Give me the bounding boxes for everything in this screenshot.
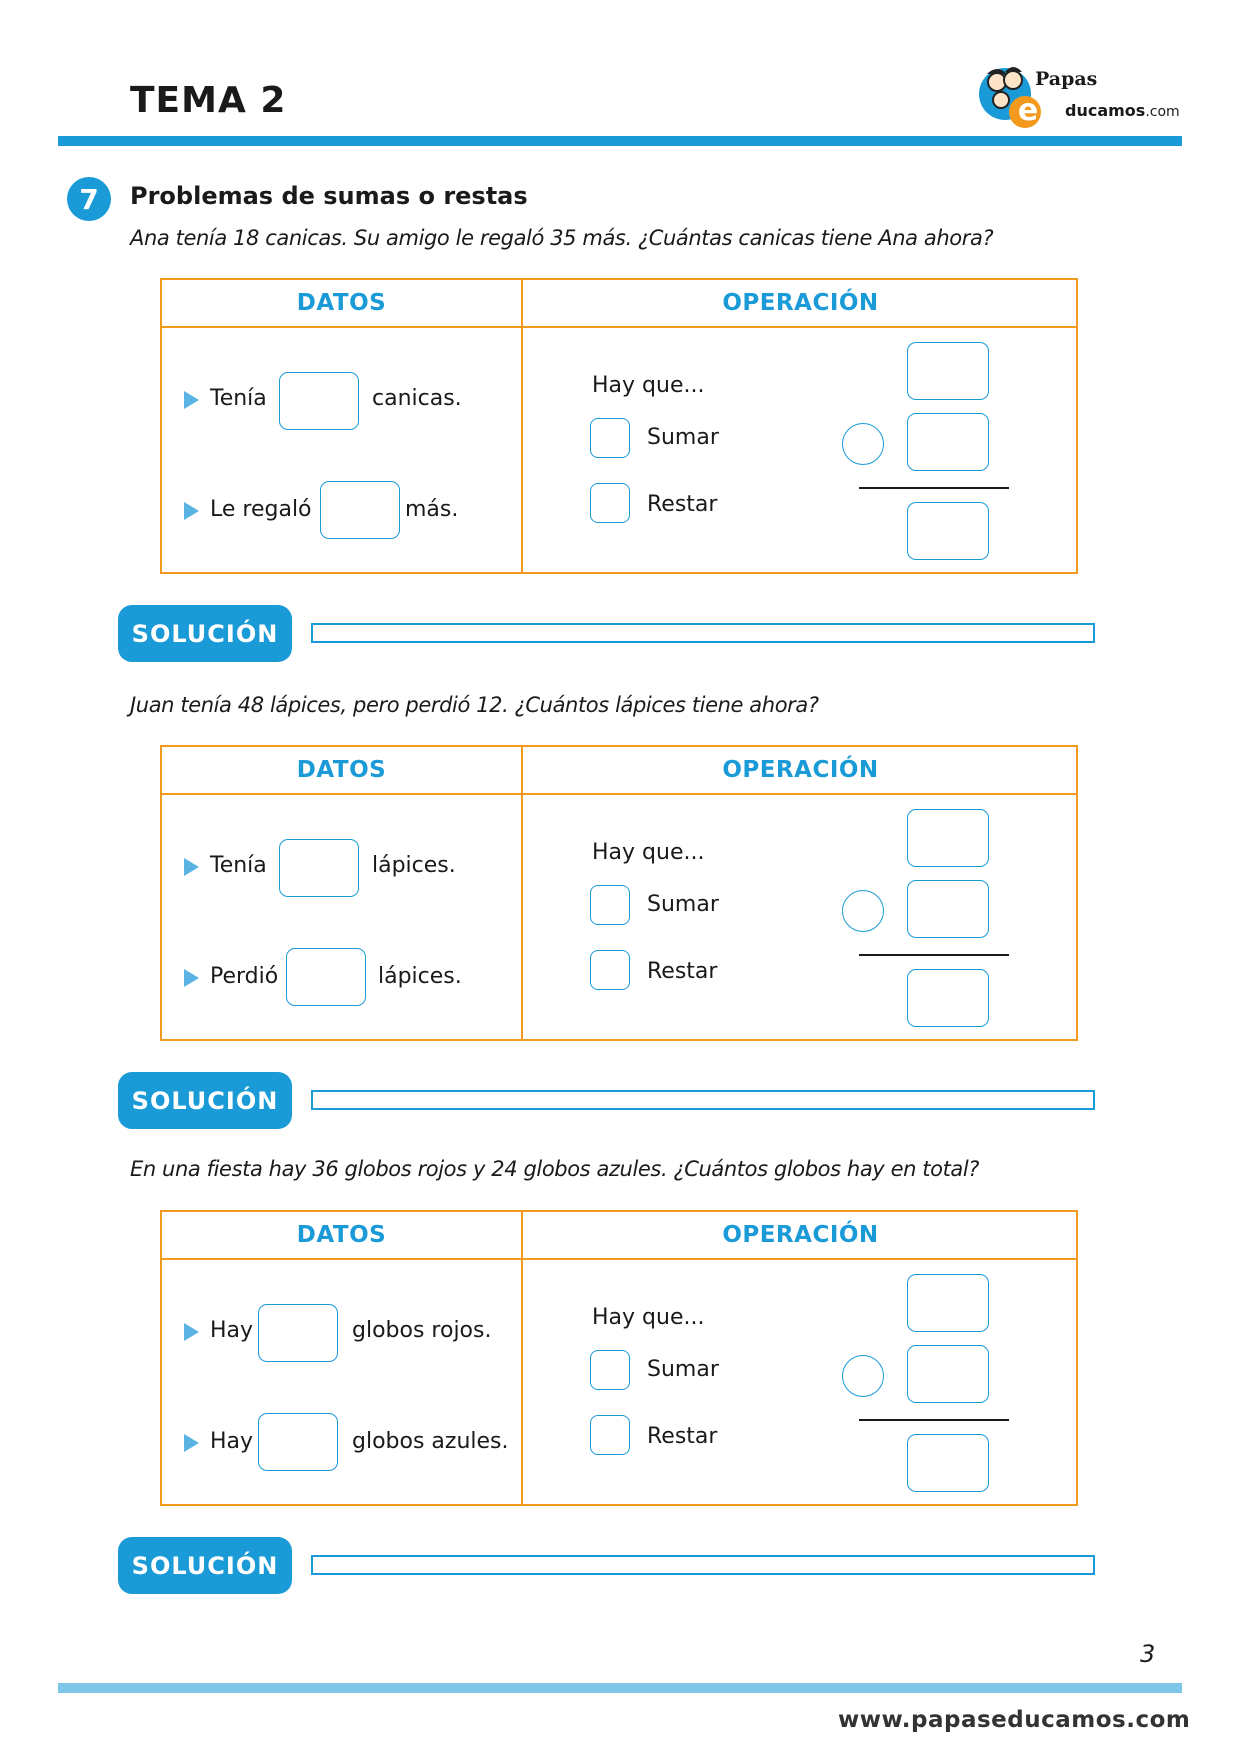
operation-middle-input[interactable] (907, 880, 989, 938)
sumar-label: Sumar (647, 425, 719, 450)
operation-top-input[interactable] (907, 1274, 989, 1332)
operation-sign-input[interactable] (842, 890, 884, 932)
datos-row1-unit: canicas. (372, 386, 462, 411)
datos-row1-input[interactable] (258, 1304, 338, 1362)
datos-row2-input[interactable] (258, 1413, 338, 1471)
operation-sign-input[interactable] (842, 423, 884, 465)
hay-que-label: Hay que... (592, 373, 705, 398)
hay-que-label: Hay que... (592, 840, 705, 865)
datos-row1-label: Tenía (210, 853, 267, 878)
sumar-label: Sumar (647, 1357, 719, 1382)
operacion-header: OPERACIÓN (722, 290, 879, 316)
operation-line (859, 954, 1009, 956)
sumar-checkbox[interactable] (590, 885, 630, 925)
solucion-answer-field[interactable] (311, 1090, 1095, 1110)
restar-checkbox[interactable] (590, 1415, 630, 1455)
table-divider (521, 280, 523, 572)
table-divider (521, 1212, 523, 1504)
sumar-checkbox[interactable] (590, 418, 630, 458)
header-rule (58, 136, 1182, 146)
bullet-arrow-icon (184, 502, 199, 520)
restar-label: Restar (647, 959, 718, 984)
datos-row1-unit: lápices. (372, 853, 456, 878)
hay-que-label: Hay que... (592, 1305, 705, 1330)
operacion-header: OPERACIÓN (722, 1222, 879, 1248)
logo-letter: e (1017, 93, 1039, 128)
operacion-header: OPERACIÓN (722, 757, 879, 783)
datos-row2-label: Perdió (210, 964, 279, 989)
datos-row1-input[interactable] (279, 839, 359, 897)
datos-header: DATOS (296, 1222, 387, 1248)
datos-row2-unit: lápices. (378, 964, 462, 989)
sumar-checkbox[interactable] (590, 1350, 630, 1390)
operation-result-input[interactable] (907, 969, 989, 1027)
problem-3-table (160, 1210, 1078, 1506)
datos-row2-input[interactable] (286, 948, 366, 1006)
datos-header: DATOS (296, 290, 387, 316)
datos-header: DATOS (296, 757, 387, 783)
datos-row2-input[interactable] (320, 481, 400, 539)
exercise-title: Problemas de sumas o restas (130, 182, 528, 210)
table-divider (521, 747, 523, 1039)
datos-row1-label: Hay (210, 1318, 254, 1343)
footer-rule (58, 1683, 1182, 1693)
logo-text-main: ducamos (1065, 101, 1146, 120)
problem-2-table (160, 745, 1078, 1041)
papaseducamos-logo (975, 60, 1185, 132)
operation-sign-input[interactable] (842, 1355, 884, 1397)
bullet-arrow-icon (184, 969, 199, 987)
bullet-arrow-icon (184, 391, 199, 409)
datos-row1-unit: globos rojos. (352, 1318, 492, 1343)
bullet-arrow-icon (184, 858, 199, 876)
restar-checkbox[interactable] (590, 950, 630, 990)
restar-checkbox[interactable] (590, 483, 630, 523)
solucion-answer-field[interactable] (311, 1555, 1095, 1575)
page-title: TEMA 2 (130, 80, 287, 121)
problem-1-text: Ana tenía 18 canicas. Su amigo le regaló 35 más. ¿Cuántas canicas tiene Ana ahora? (130, 226, 994, 250)
bullet-arrow-icon (184, 1434, 199, 1452)
bullet-arrow-icon (184, 1323, 199, 1341)
operation-line (859, 487, 1009, 489)
operation-result-input[interactable] (907, 1434, 989, 1492)
restar-label: Restar (647, 1424, 718, 1449)
operation-middle-input[interactable] (907, 413, 989, 471)
logo-text-bottom (1065, 101, 1180, 120)
solucion-label: SOLUCIÓN (118, 605, 292, 662)
exercise-number-badge: 7 (67, 177, 111, 221)
problem-3-text: En una fiesta hay 36 globos rojos y 24 globos azules. ¿Cuántos globos hay en total? (130, 1157, 980, 1181)
operation-top-input[interactable] (907, 342, 989, 400)
datos-row2-unit: más. (405, 497, 459, 522)
datos-row1-input[interactable] (279, 372, 359, 430)
page-number: 3 (1140, 1640, 1156, 1668)
logo-text-top: Papas (1035, 68, 1098, 90)
operation-top-input[interactable] (907, 809, 989, 867)
datos-row2-unit: globos azules. (352, 1429, 509, 1454)
operation-line (859, 1419, 1009, 1421)
datos-row2-label: Hay (210, 1429, 254, 1454)
footer-url: www.papaseducamos.com (838, 1707, 1191, 1733)
operation-result-input[interactable] (907, 502, 989, 560)
solucion-label: SOLUCIÓN (118, 1537, 292, 1594)
sumar-label: Sumar (647, 892, 719, 917)
operation-middle-input[interactable] (907, 1345, 989, 1403)
datos-row2-label: Le regaló (210, 497, 312, 522)
restar-label: Restar (647, 492, 718, 517)
solucion-answer-field[interactable] (311, 623, 1095, 643)
solucion-label: SOLUCIÓN (118, 1072, 292, 1129)
problem-1-table (160, 278, 1078, 574)
datos-row1-label: Tenía (210, 386, 267, 411)
logo-text-suffix: .com (1145, 104, 1180, 120)
problem-2-text: Juan tenía 48 lápices, pero perdió 12. ¿Cuántos lápices tiene ahora? (130, 693, 819, 717)
